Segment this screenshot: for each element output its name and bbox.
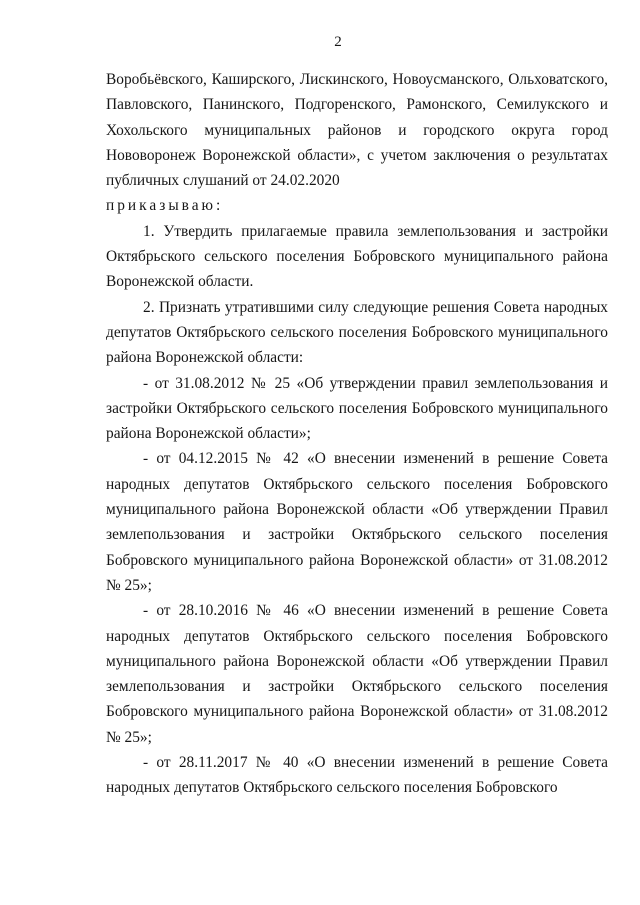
paragraph: - от 04.12.2015 № 42 «О внесении изменений в решение Совета народных депутатов Октябрьского сельского поселения Бобровского муниципального района Воронежской области «Об утверждении Правил землепользования и застройки Октябрьского сельского поселения Бобровского муниципального района Воронежской области» от 31.08.2012 № 25»; xyxy=(106,450,608,594)
document-body xyxy=(106,67,608,801)
paragraph: приказываю: xyxy=(106,197,224,215)
paragraph: - от 31.08.2012 № 25 «Об утверждении правил землепользования и застройки Октябрьского сельского поселения Бобровского муниципального района Воронежской области»; xyxy=(106,374,608,443)
paragraph: - от 28.11.2017 № 40 «О внесении изменений в решение Совета народных депутатов Октябрьского сельского поселения Бобровского xyxy=(106,754,608,797)
paragraph: Воробьёвского, Каширского, Лискинского, Новоусманского, Ольховатского, Павловского, Панинского, Подгоренского, Рамонского, Семилукского и Хохольского муниципальных районов и городского округа город Нововоронеж Воронежской области», с учетом заключения о результатах публичных слушаний от 24.02.2020 xyxy=(106,71,608,190)
paragraph: - от 28.10.2016 № 46 «О внесении изменений в решение Совета народных депутатов Октябрьского сельского поселения Бобровского муниципального района Воронежской области «Об утверждении Правил землепользования и застройки Октябрьского сельского поселения Бобровского муниципального района Воронежской области» от 31.08.2012 № 25»; xyxy=(106,602,608,746)
paragraph: 1. Утвердить прилагаемые правила землепользования и застройки Октябрьского сельского поселения Бобровского муниципального района Воронежской области. xyxy=(106,222,608,291)
page-number: 2 xyxy=(334,34,342,50)
paragraph: 2. Признать утратившими силу следующие решения Совета народных депутатов Октябрьского сельского поселения Бобровского муниципального района Воронежской области: xyxy=(106,298,608,367)
